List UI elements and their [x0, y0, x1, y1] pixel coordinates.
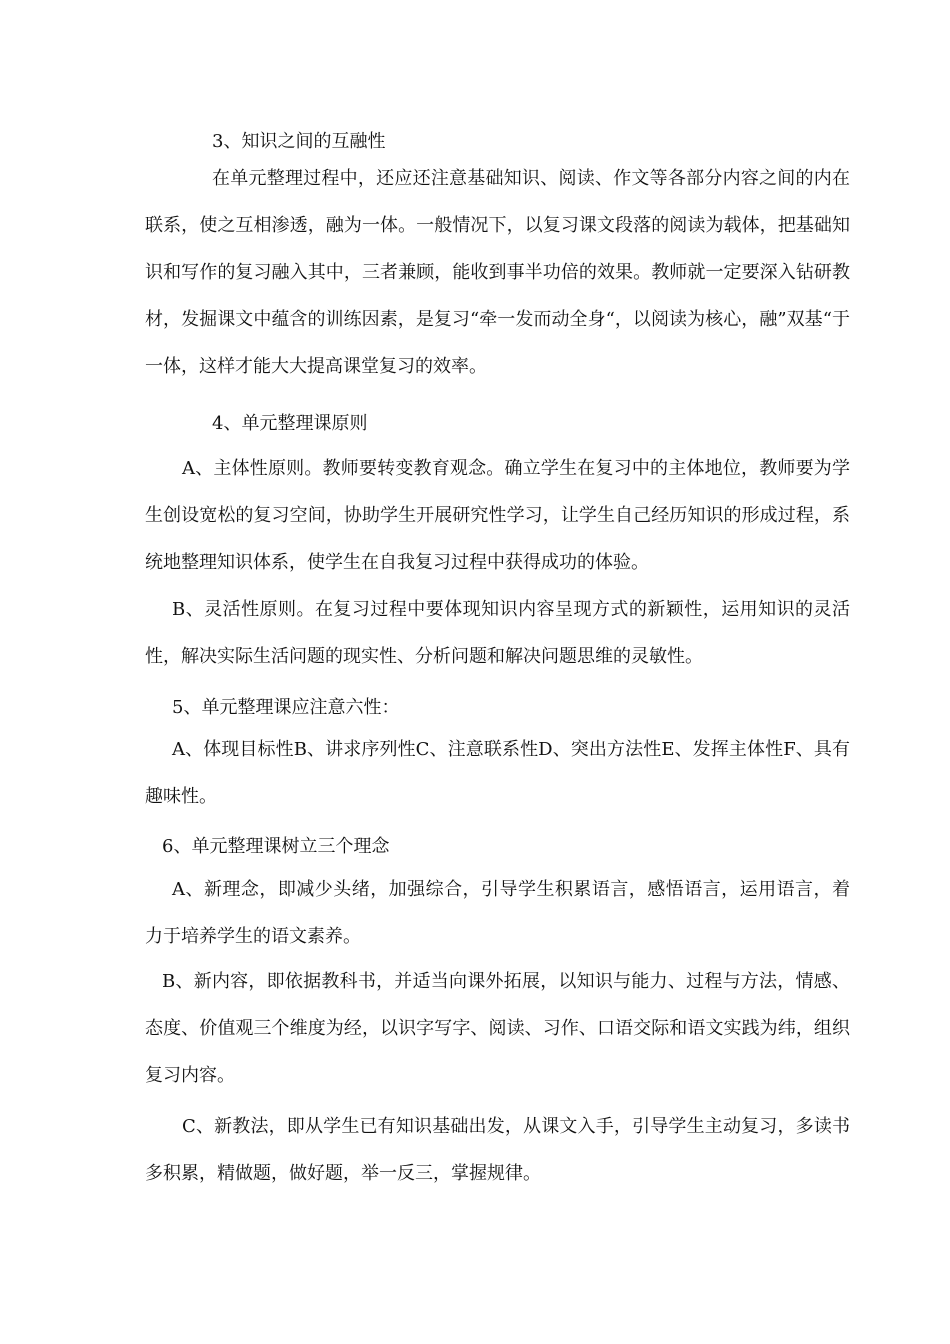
heading-knowledge-integration: 3、知识之间的互融性	[212, 131, 386, 152]
paragraph-concept-a: A、新理念，即减少头绪，加强综合，引导学生积累语言，感悟语言，运用语言，着力于培养学生的语文素养。	[145, 879, 850, 947]
paragraph-concept-b: B、新内容，即依据教科书，并适当向课外拓展，以知识与能力、过程与方法，情感、态度、价值观三个维度为经，以识字写字、阅读、习作、口语交际和语文实践为纬，组织复习内容。	[145, 971, 850, 1086]
paragraph-concept-c: C、新教法，即从学生已有知识基础出发，从课文入手，引导学生主动复习，多读书多积累，精做题，做好题，举一反三，掌握规律。	[145, 1116, 850, 1184]
heading-unit-principles: 4、单元整理课原则	[212, 413, 368, 434]
heading-three-concepts: 6、单元整理课树立三个理念	[162, 836, 390, 857]
paragraph-principle-b: B、灵活性原则。在复习过程中要体现知识内容呈现方式的新颖性，运用知识的灵活性，解决实际生活问题的现实性、分析问题和解决问题思维的灵敏性。	[145, 599, 850, 667]
paragraph-six-attributes: A、体现目标性B、讲求序列性C、注意联系性D、突出方法性E、发挥主体性F、具有趣味性。	[145, 739, 850, 807]
paragraph-integration-body: 在单元整理过程中，还应还注意基础知识、阅读、作文等各部分内容之间的内在联系，使之互相渗透，融为一体。一般情况下，以复习课文段落的阅读为载体，把基础知识和写作的复习融入其中，三者兼顾，能收到事半功倍的效果。教师就一定要深入钻研教材，发掘课文中蕴含的训练因素，是复习“牵一发而动全身“，以阅读为核心，融”双基“于一体，这样才能大大提高课堂复习的效率。	[145, 168, 850, 377]
paragraph-principle-a: A、主体性原则。教师要转变教育观念。确立学生在复习中的主体地位，教师要为学生创设宽松的复习空间，协助学生开展研究性学习，让学生自己经历知识的形成过程，系统地整理知识体系，使学生在自我复习过程中获得成功的体验。	[145, 458, 850, 573]
heading-six-attributes: 5、单元整理课应注意六性：	[172, 697, 400, 718]
